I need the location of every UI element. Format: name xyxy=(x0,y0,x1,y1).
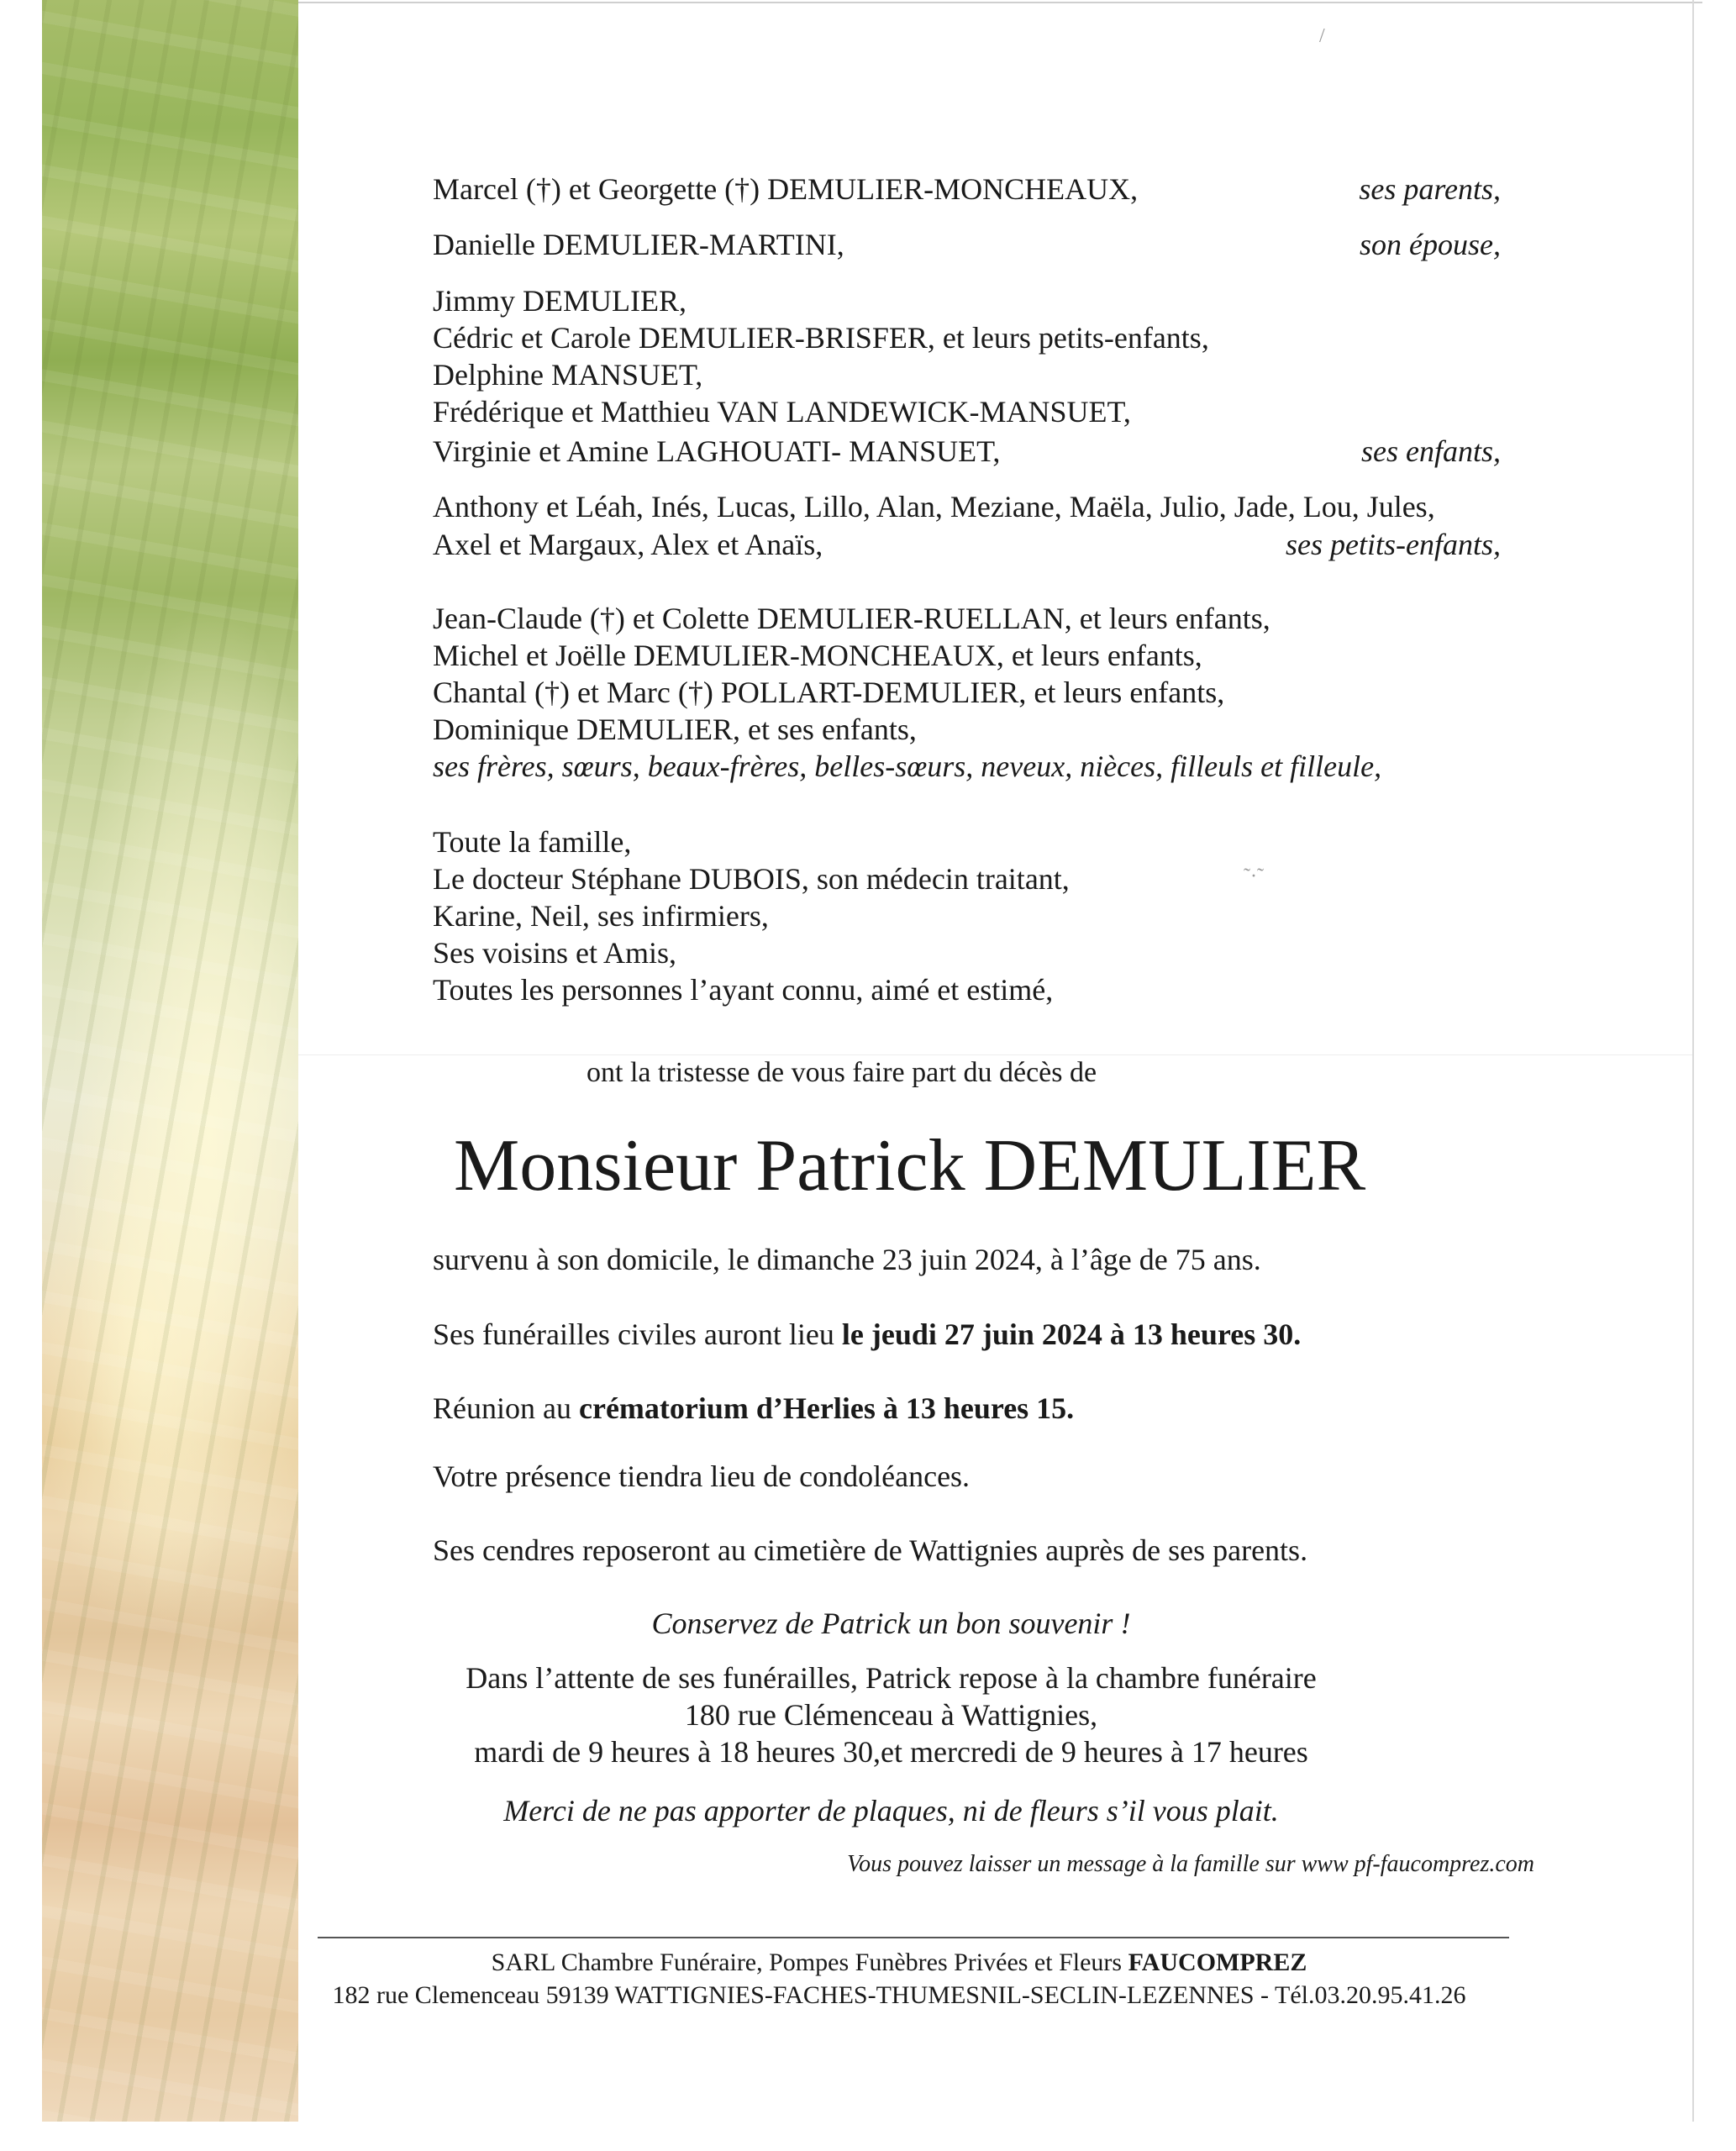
spouse-name: Danielle DEMULIER-MARTINI, xyxy=(433,228,844,261)
company-name: FAUCOMPREZ xyxy=(1128,1949,1307,1976)
grandchildren-line: Axel et Margaux, Alex et Anaïs, xyxy=(433,528,823,561)
deceased-name: Monsieur Patrick DEMULIER xyxy=(454,1125,1366,1207)
rest-line: 180 rue Clémenceau à Wattignies, xyxy=(684,1698,1098,1732)
announcement-text: ont la tristesse de vous faire part du décès de xyxy=(587,1057,1097,1088)
meeting-prefix: Réunion au xyxy=(433,1391,579,1425)
parents-row xyxy=(433,171,1501,208)
footer-rule xyxy=(318,1937,1509,1938)
siblings-relation: ses frères, sœurs, beaux-frères, belles-sœurs, neveux, nièces, filleuls et filleule, xyxy=(433,749,1382,783)
condolences-note: Votre présence tiendra lieu de condoléances. xyxy=(433,1459,971,1493)
others-line: Ses voisins et Amis, xyxy=(433,936,677,970)
spouse-row xyxy=(433,226,1501,263)
others-line: Toute la famille, xyxy=(433,825,632,859)
child-line: Delphine MANSUET, xyxy=(433,358,703,392)
sibling-line: Jean-Claude (†) et Colette DEMULIER-RUELLAN, et leurs enfants, xyxy=(433,602,1270,635)
footer-company xyxy=(252,1947,1546,1979)
rest-line: Dans l’attente de ses funérailles, Patrick repose à la chambre funéraire xyxy=(466,1661,1317,1695)
child-line: Frédérique et Matthieu VAN LANDEWICK-MANSUET, xyxy=(433,395,1131,429)
ashes-note: Ses cendres reposeront au cimetière de Wattignies auprès de ses parents. xyxy=(433,1533,1308,1567)
others-line: Le docteur Stéphane DUBOIS, son médecin traitant, xyxy=(433,862,1070,896)
sibling-line: Chantal (†) et Marc (†) POLLART-DEMULIER, et leurs enfants, xyxy=(433,676,1225,709)
child-line: Jimmy DEMULIER, xyxy=(433,284,687,318)
scan-speck: ˜·˜ xyxy=(1244,865,1264,887)
death-details: survenu à son domicile, le dimanche 23 juin 2024, à l’âge de 75 ans. xyxy=(433,1243,1261,1276)
others-line: Toutes les personnes l’ayant connu, aimé et estimé, xyxy=(433,973,1054,1007)
grandchildren-last-row xyxy=(433,526,1501,563)
funeral-date: le jeudi 27 juin 2024 à 13 heures 30. xyxy=(841,1317,1302,1351)
footer-address: 182 rue Clemenceau 59139 WATTIGNIES-FACHES-THUMESNIL-SECLIN-LEZENNES - Tél.03.20.95.41.26 xyxy=(332,1981,1466,2009)
funeral-details xyxy=(433,1316,1501,1353)
others-line: Karine, Neil, ses infirmiers, xyxy=(433,899,769,933)
grandchildren-relation: ses petits-enfants, xyxy=(1286,528,1501,561)
parents-names: Marcel (†) et Georgette (†) DEMULIER-MONCHEAUX, xyxy=(433,172,1139,206)
meeting-place: crématorium d’Herlies à 13 heures 15. xyxy=(578,1391,1075,1425)
company-prefix: SARL Chambre Funéraire, Pompes Funèbres Privées et Fleurs xyxy=(491,1949,1128,1976)
sibling-line: Michel et Joëlle DEMULIER-MONCHEAUX, et leurs enfants, xyxy=(433,639,1202,672)
rest-line: mardi de 9 heures à 18 heures 30,et mercredi de 9 heures à 17 heures xyxy=(474,1735,1308,1769)
parents-relation: ses parents, xyxy=(1359,172,1501,206)
child-line: Cédric et Carole DEMULIER-BRISFER, et leurs petits-enfants, xyxy=(433,321,1209,355)
spouse-relation: son épouse, xyxy=(1360,228,1501,261)
sibling-line: Dominique DEMULIER, et ses enfants, xyxy=(433,713,917,746)
website-note: Vous pouvez laisser un message à la famille sur www pf-faucomprez.com xyxy=(847,1851,1534,1877)
child-line: Virginie et Amine LAGHOUATI- MANSUET, xyxy=(433,434,1001,468)
souvenir-line: Conservez de Patrick un bon souvenir ! xyxy=(651,1607,1131,1640)
children-last-row xyxy=(433,433,1501,470)
children-relation: ses enfants, xyxy=(1361,434,1501,468)
funeral-prefix: Ses funérailles civiles auront lieu xyxy=(433,1317,842,1351)
meeting-details xyxy=(433,1390,1501,1427)
no-flowers-note: Merci de ne pas apporter de plaques, ni de fleurs s’il vous plait. xyxy=(503,1794,1279,1828)
grandchildren-line: Anthony et Léah, Inés, Lucas, Lillo, Alan, Meziane, Maëla, Julio, Jade, Lou, Jules, xyxy=(433,490,1435,523)
scan-speck: / xyxy=(1319,25,1325,47)
